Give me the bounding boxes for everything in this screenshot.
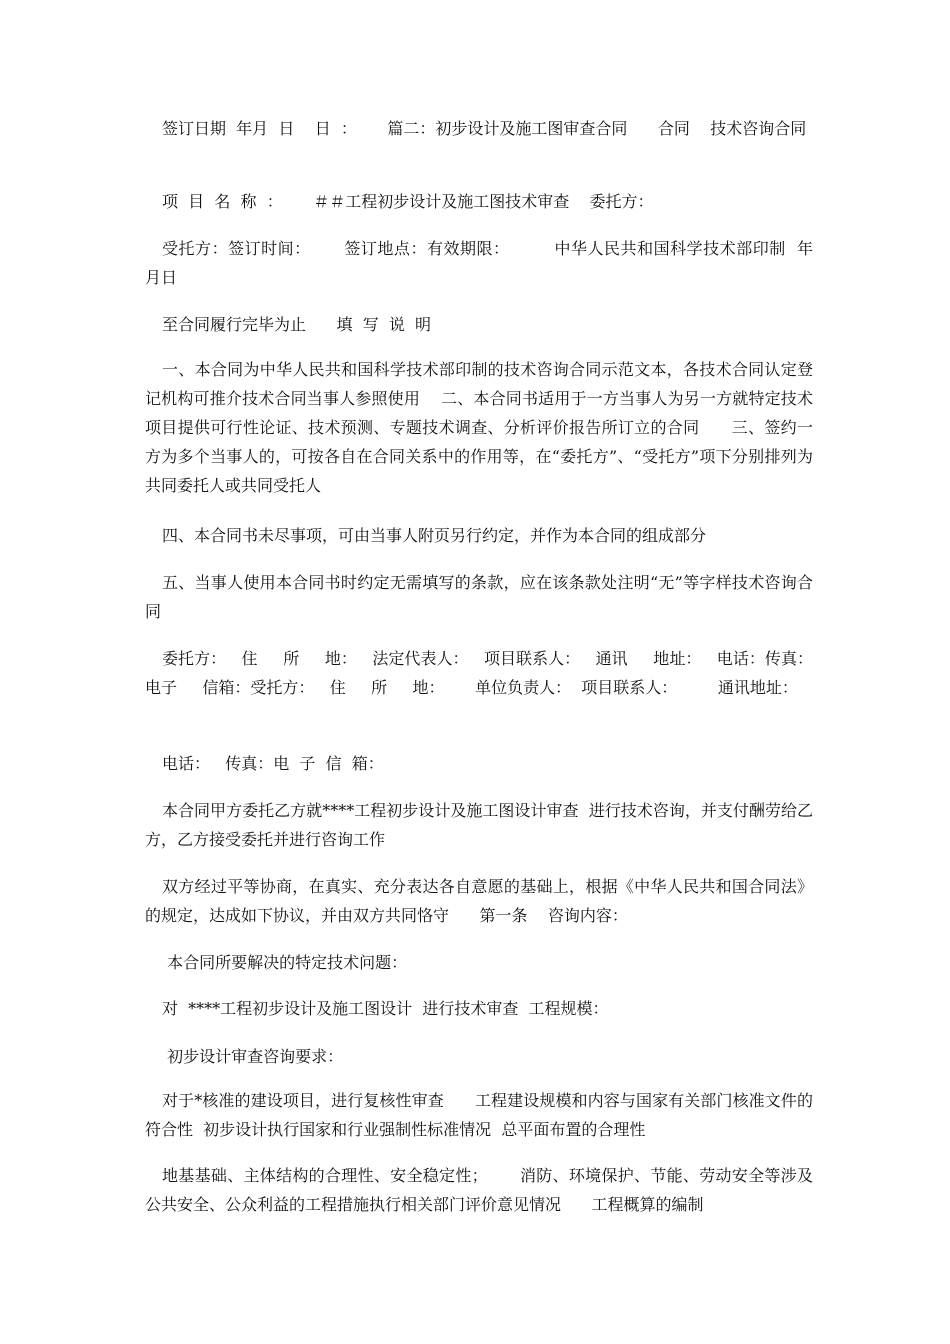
- paragraph-review-scope: 对 ****工程初步设计及施工图设计 进行技术审查 工程规模：: [162, 999, 609, 1018]
- paragraph-trustee-info: 受托方：签订时间： 签订地点：有效期限： 中华人民共和国科学技术部印制 年 月日: [145, 239, 834, 287]
- paragraph-instructions-heading: 至合同履行完毕为止 填 写 说 明: [162, 315, 432, 334]
- paragraph-agreement: 双方经过平等协商，在真实、充分表达各自意愿的基础上，根据《中华人民共和国合同法》的规定，达成如下协议，并由双方共同恪守 第一条 咨询内容：: [145, 877, 813, 925]
- paragraph-commission: 本合同甲方委托乙方就****工程初步设计及施工图设计审查 进行技术咨询，并支付酬劳给乙方，乙方接受委托并进行咨询工作: [145, 801, 813, 849]
- paragraph-instruction-4: 四、本合同书未尽事项，可由当事人附页另行约定，并作为本合同的组成部分: [162, 526, 707, 545]
- paragraph-safety-items: 地基基础、主体结构的合理性、安全稳定性； 消防、环境保护、节能、劳动安全等涉及公共安全、公众利益的工程措施执行相关部门评价意见情况 工程概算的编制: [145, 1166, 813, 1214]
- paragraph-project-name: 项 目 名 称 ： ＃＃工程初步设计及施工图技术审查 委托方：: [162, 192, 654, 211]
- paragraph-signing-date: 签订日期 年月 日 日 ： 篇二：初步设计及施工图审查合同 合同 技术咨询合同: [162, 119, 807, 138]
- paragraph-party-info: 委托方： 住 所 地： 法定代表人： 项目联系人： 通讯 地址： 电话：传真： 电子 信箱：受托方： 住 所 地： 单位负责人： 项目联系人： 通讯地址：: [145, 649, 839, 697]
- paragraph-technical-problem: 本合同所要解决的特定技术问题：: [162, 953, 408, 972]
- paragraph-instruction-5: 五、当事人使用本合同书时约定无需填写的条款，应在该条款处注明“无”等字样技术咨询合同: [145, 573, 813, 621]
- paragraph-review-requirements: 初步设计审查咨询要求：: [162, 1047, 344, 1066]
- paragraph-instruction-1-3: 一、本合同为中华人民共和国科学技术部印制的技术咨询合同示范文本，各技术合同认定登记机构可推介技术合同当事人参照使用 二、本合同书适用于一方当事人为另一方就特定技术项目提供可行性论证、技术预测、专题技术调查、分析评价报告所订立的合同 三、签约一方为多个当事人的，可按各自在合同关系中的作用等，在“委托方”、“受托方”项下分别排列为共同委托人或共同受托人: [145, 360, 813, 495]
- paragraph-contact-info: 电话： 传真：电 子 信 箱：: [162, 754, 384, 773]
- paragraph-review-items: 对于*核准的建设项目，进行复核性审查 工程建设规模和内容与国家有关部门核准文件的符合性 初步设计执行国家和行业强制性标准情况 总平面布置的合理性: [145, 1091, 813, 1139]
